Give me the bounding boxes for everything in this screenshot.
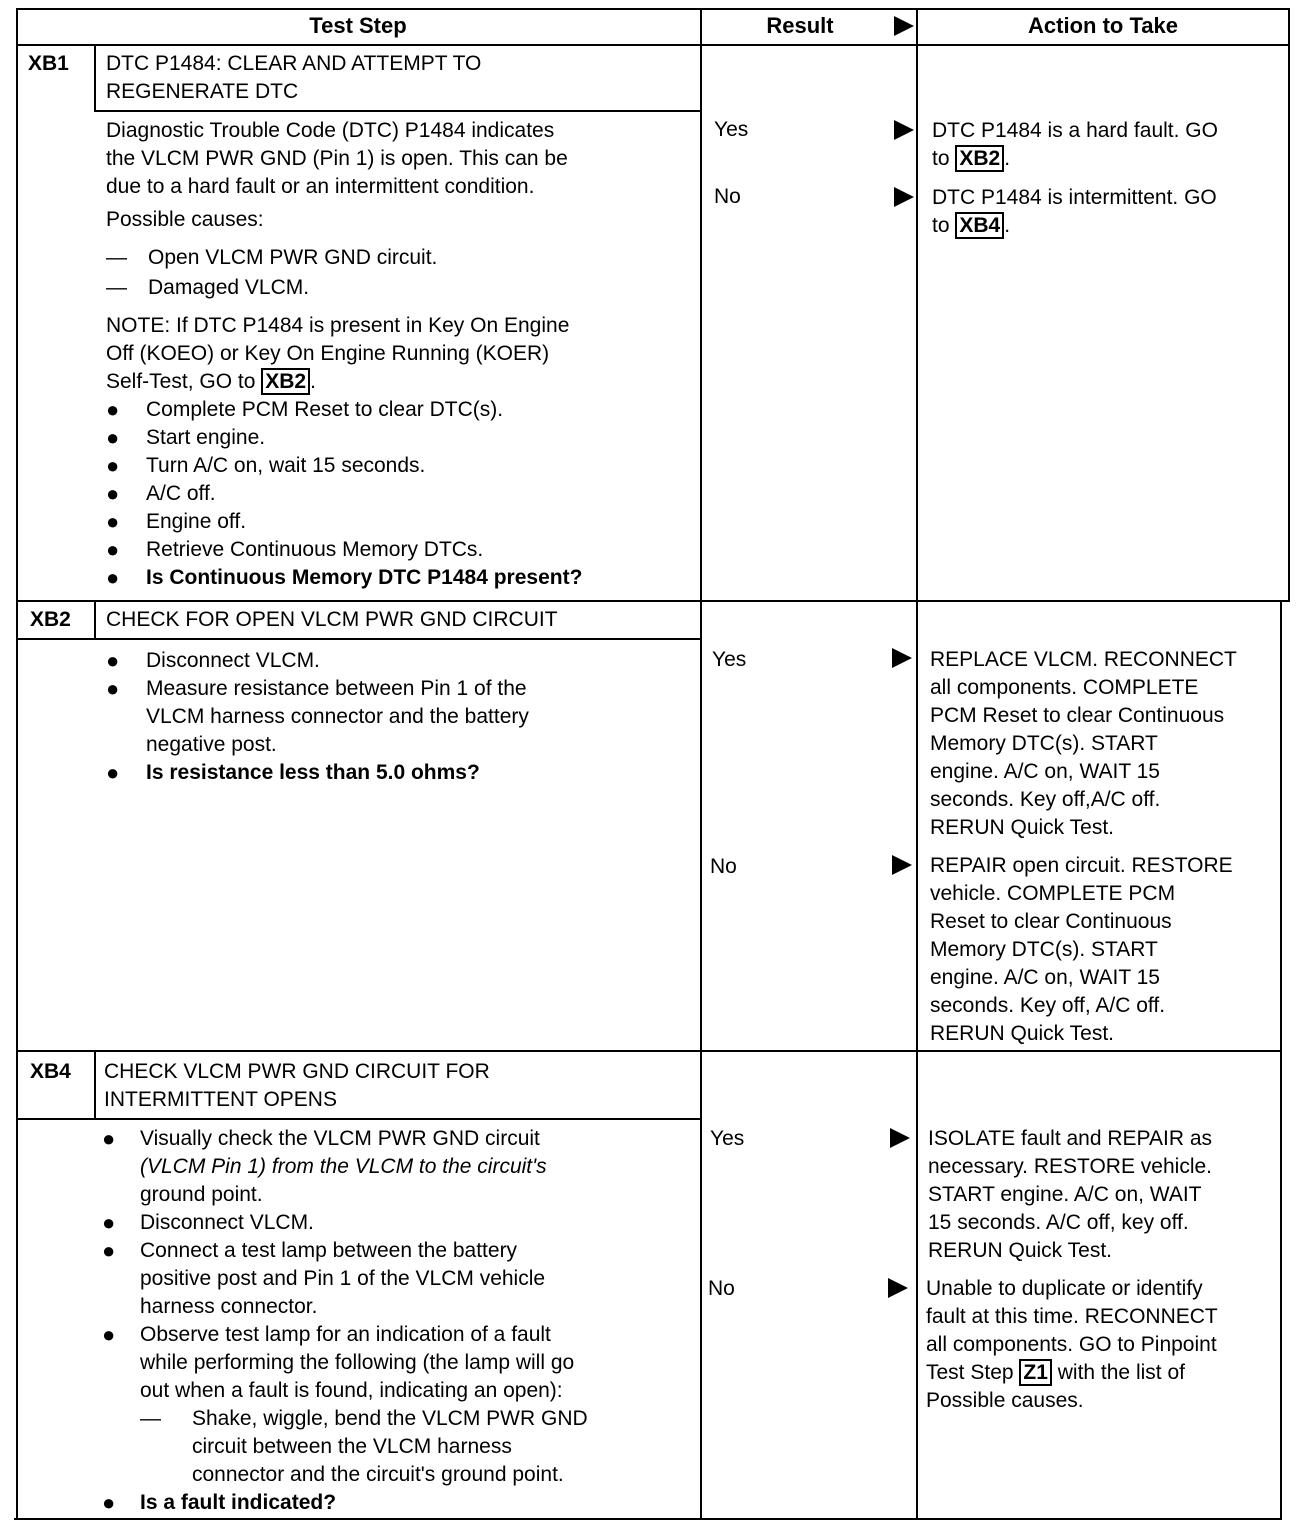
action-xb2-no: REPAIR open circuit. RESTORE vehicle. COMPLETE PCM Reset to clear Continuous Memory DTC(s). START engine. A/C on, WAIT 15 seconds. Key off, A/C off. RERUN Quick Test.: [930, 854, 1233, 1045]
bullet-item: ● Observe test lamp for an indication of a fault while performing the following (the lamp will go out when a fault is found, indicating an open):: [102, 1322, 575, 1402]
sub-item: — Shake, wiggle, bend the VLCM PWR GND circuit between the VLCM harness connector and the circuit's ground point.: [140, 1407, 588, 1486]
bullet-item: ● Connect a test lamp between the battery positive post and Pin 1 of the VLCM vehicle harness connector.: [102, 1238, 546, 1318]
bullet-item: ● Start engine.: [106, 425, 266, 450]
step-ref-xb2[interactable]: XB2: [261, 368, 310, 395]
result-arrow-icon: [892, 648, 912, 668]
step-title: CHECK FOR OPEN VLCM PWR GND CIRCUIT: [106, 608, 558, 631]
action-xb4-yes: ISOLATE fault and REPAIR as necessary. RESTORE vehicle. START engine. A/C on, WAIT 15 seconds. A/C off, key off. RERUN Quick Test.: [928, 1127, 1213, 1262]
header-test-step: Test Step: [309, 13, 407, 38]
code-divider-xb4: [94, 1050, 96, 1118]
table-border-right: [1288, 8, 1290, 600]
step-body-xb2: [106, 647, 692, 787]
step-title: DTC P1484: CLEAR AND ATTEMPT TO REGENERATE DTC: [106, 52, 482, 103]
code-divider-xb2: [94, 600, 96, 638]
header-divider: [16, 44, 1290, 46]
action-xb4-no: Unable to duplicate or identify fault at this time. RECONNECT all components. GO to Pinpoint Test Step Z1 with the list of Possible causes.: [926, 1277, 1218, 1412]
cause-item: — Damaged VLCM.: [106, 276, 310, 299]
note-line: Off (KOEO) or Key On Engine Running (KOER): [106, 342, 550, 365]
header-action: Action to Take: [1028, 13, 1178, 38]
result-arrow-icon: [890, 1128, 910, 1148]
step-ref-xb4[interactable]: XB4: [955, 212, 1004, 239]
step-code: XB2: [30, 608, 71, 631]
step-question: ● Is a fault indicated?: [102, 1490, 337, 1515]
bullet-item: ● Disconnect VLCM.: [102, 1210, 314, 1235]
bullet-item: ● Retrieve Continuous Memory DTCs.: [106, 537, 484, 562]
result-no: No: [710, 855, 737, 878]
bullet-item: ● Turn A/C on, wait 15 seconds.: [106, 453, 426, 478]
cause-item: — Open VLCM PWR GND circuit.: [106, 246, 438, 269]
row-divider-xb4: [16, 1050, 1282, 1052]
intro-line: due to a hard fault or an intermittent condition.: [106, 175, 535, 198]
step-question: ● Is Continuous Memory DTC P1484 present?: [106, 565, 583, 590]
step-body-xb1: [106, 117, 692, 592]
action-xb1-yes: DTC P1484 is a hard fault. GO to XB2 .: [932, 119, 1218, 170]
result-yes: Yes: [710, 1127, 745, 1150]
bullet-item: ● Measure resistance between Pin 1 of the VLCM harness connector and the battery negative post.: [106, 676, 529, 756]
step-code: XB4: [30, 1060, 71, 1083]
bullet-item: ● Engine off.: [106, 509, 247, 534]
result-arrow-icon: [892, 855, 912, 875]
result-no: No: [714, 185, 741, 208]
bullet-item: ● Complete PCM Reset to clear DTC(s).: [106, 397, 504, 422]
step-title: CHECK VLCM PWR GND CIRCUIT FOR INTERMITTENT OPENS: [104, 1060, 490, 1111]
step-code: XB1: [28, 52, 69, 75]
code-divider-xb1: [94, 44, 96, 110]
table-border-left: [16, 8, 18, 1520]
step-ref-xb2[interactable]: XB2: [955, 145, 1004, 172]
bullet-item: ● A/C off.: [106, 481, 216, 506]
result-column-divider: [700, 8, 702, 1520]
causes-label: Possible causes:: [106, 208, 264, 231]
title-underline-xb2: [16, 638, 702, 640]
result-arrow-icon: [888, 1278, 908, 1298]
table-border-bottom: [14, 1518, 1282, 1520]
note-line: NOTE: If DTC P1484 is present in Key On Engine: [106, 314, 570, 337]
header-result: Result: [766, 13, 834, 38]
note-line: Self-Test, GO to XB2 .: [106, 370, 316, 393]
step-body-xb4: [102, 1125, 688, 1517]
result-no: No: [708, 1277, 735, 1300]
intro-line: Diagnostic Trouble Code (DTC) P1484 indicates: [106, 119, 555, 142]
action-column-divider: [916, 8, 918, 1520]
bullet-item: ● Visually check the VLCM PWR GND circuit (VLCM Pin 1) from the VLCM to the circuit's ground point.: [102, 1126, 547, 1206]
result-arrow-icon: [894, 187, 914, 207]
step-ref-z1[interactable]: Z1: [1019, 1359, 1052, 1386]
bullet-item: ● Disconnect VLCM.: [106, 648, 320, 673]
action-xb2-yes: REPLACE VLCM. RECONNECT all components. COMPLETE PCM Reset to clear Continuous Memory DTC(s). START engine. A/C on, WAIT 15 seconds. Key off,A/C off. RERUN Quick Test.: [930, 648, 1237, 839]
title-underline-xb4: [16, 1118, 702, 1120]
row-divider-xb2: [16, 600, 1290, 602]
title-underline-xb1: [94, 110, 702, 112]
header-arrow-icon: [894, 16, 914, 36]
action-xb1-no: DTC P1484 is intermittent. GO to XB4 .: [932, 186, 1217, 237]
result-yes: Yes: [712, 648, 747, 671]
intro-line: the VLCM PWR GND (Pin 1) is open. This can be: [106, 147, 568, 170]
result-yes: Yes: [714, 118, 749, 141]
step-question: ● Is resistance less than 5.0 ohms?: [106, 760, 480, 785]
result-arrow-icon: [894, 120, 914, 140]
